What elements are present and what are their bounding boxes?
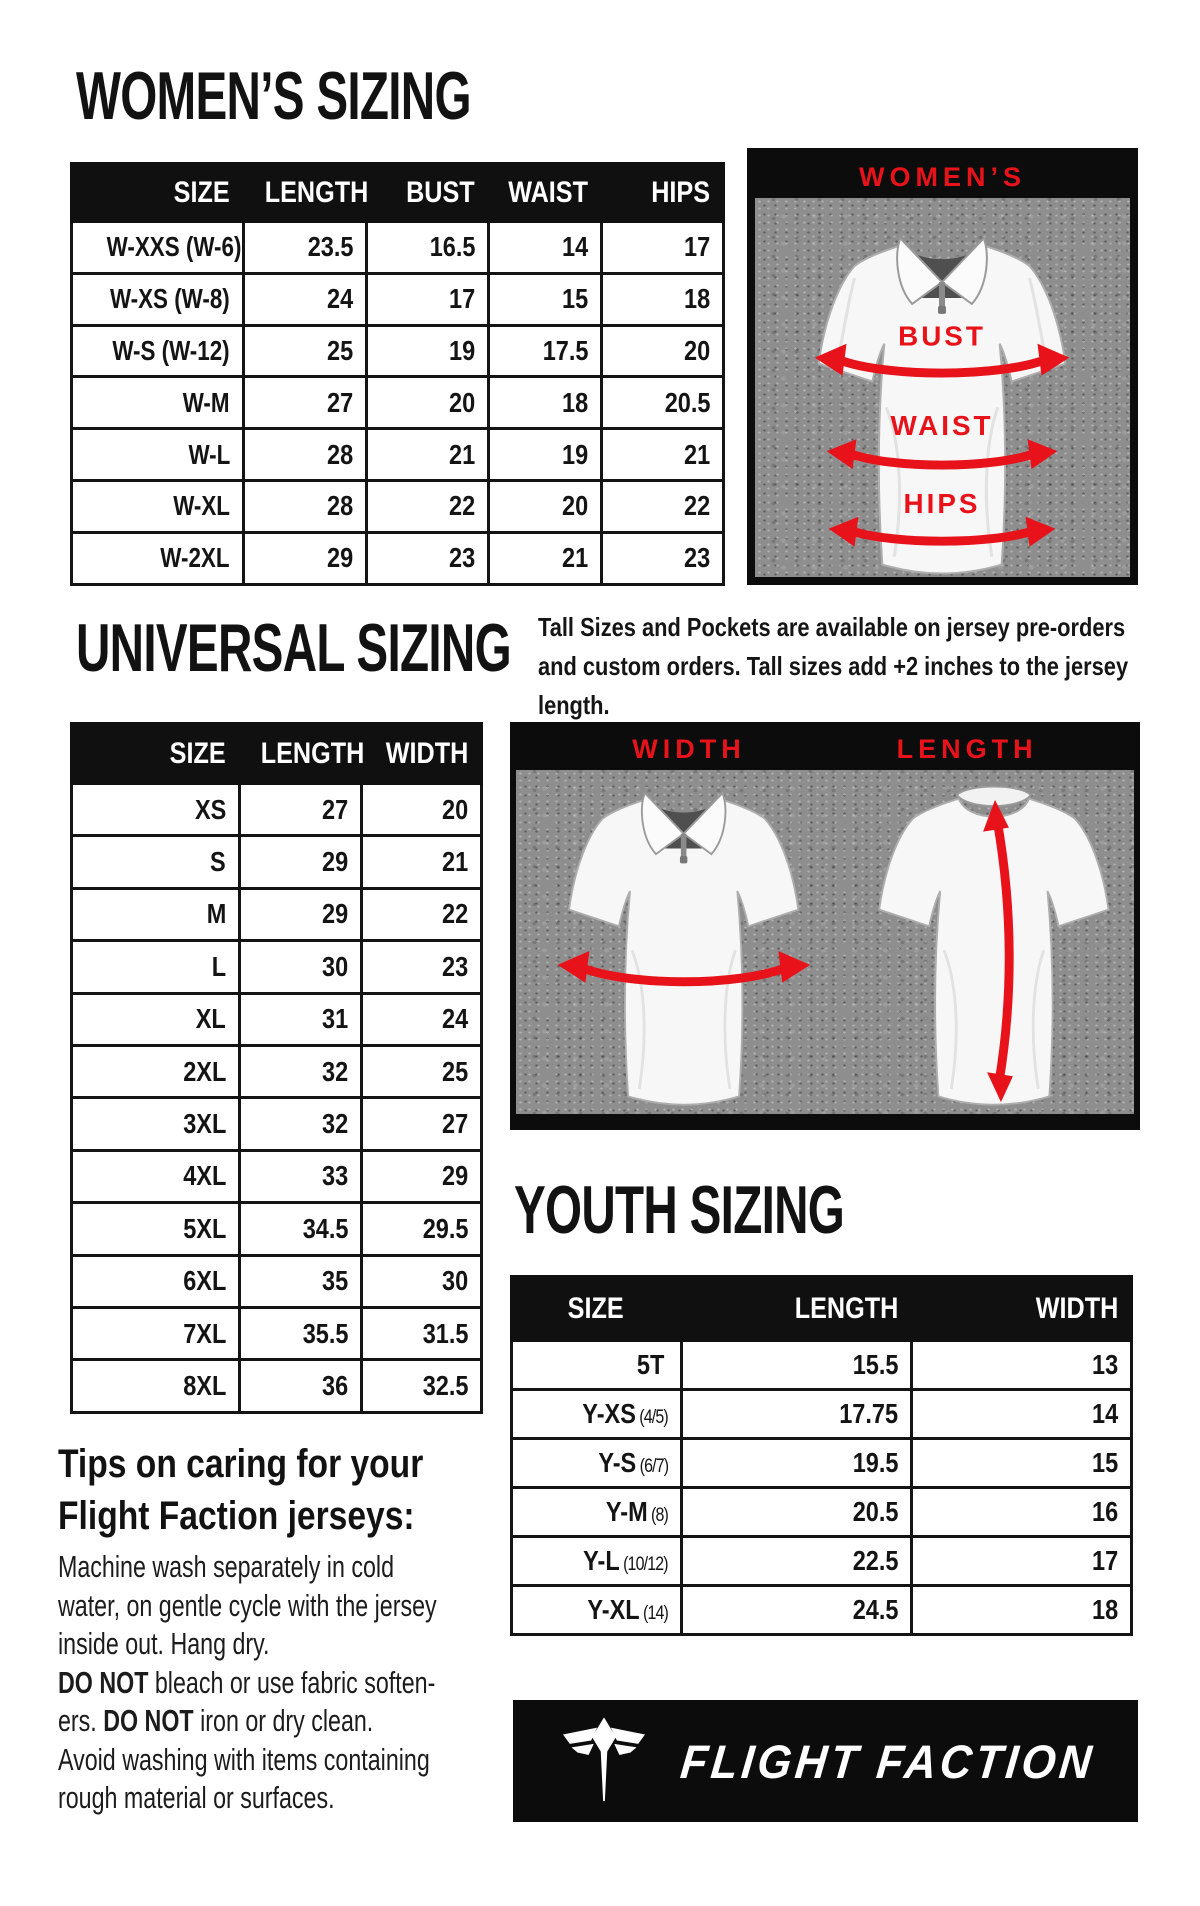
- care-text-line: ers. DO NOT iron or dry clean.: [58, 1703, 374, 1738]
- care-heading-line: Flight Faction jerseys:: [58, 1494, 415, 1538]
- bust-annotation-label: BUST: [898, 320, 986, 352]
- width-cell: 20: [362, 784, 482, 836]
- womens-jersey-photo: [755, 198, 1130, 577]
- care-text-line: DO NOT bleach or use fabric soften-: [58, 1664, 436, 1700]
- column-header-width: WIDTH: [912, 1277, 1132, 1341]
- size-cell: W-L: [72, 429, 244, 481]
- size-cell: W-2XL: [72, 532, 244, 584]
- waist-cell: 21: [489, 532, 602, 584]
- width-cell: 25: [362, 1045, 482, 1097]
- table-row: [72, 377, 724, 429]
- length-cell: 24.5: [682, 1586, 912, 1635]
- size-cell: 5XL: [72, 1203, 240, 1255]
- table-row: [72, 273, 724, 325]
- length-cell: 22.5: [682, 1537, 912, 1586]
- size-cell: XS: [72, 784, 240, 836]
- width-cell: 16: [912, 1488, 1132, 1537]
- waist-cell: 19: [489, 429, 602, 481]
- length-cell: 31: [240, 993, 362, 1045]
- size-cell: 4XL: [72, 1150, 240, 1202]
- hips-annotation-label: HIPS: [903, 487, 981, 519]
- table-row: [512, 1390, 1132, 1439]
- hips-cell: 21: [602, 429, 724, 481]
- table-row: [72, 1307, 482, 1359]
- hips-cell: 18: [602, 273, 724, 325]
- note-line: Tall Sizes and Pockets are available on jersey pre-orders: [538, 612, 1126, 642]
- youth-sizing-title: YOUTH SIZING: [514, 1172, 845, 1248]
- size-cell: Y-XL (14): [512, 1586, 682, 1635]
- waist-annotation-label: WAIST: [890, 410, 994, 442]
- hips-cell: 23: [602, 532, 724, 584]
- table-row: [72, 1255, 482, 1307]
- table-row: [512, 1537, 1132, 1586]
- column-header-size: SIZE: [512, 1277, 682, 1341]
- column-header-length: LENGTH: [682, 1277, 912, 1341]
- care-text-line: rough material or surfaces.: [58, 1780, 335, 1815]
- length-cell: 29: [240, 888, 362, 940]
- table-row: [72, 836, 482, 888]
- column-header-waist: WAIST: [489, 164, 602, 222]
- width-cell: 14: [912, 1390, 1132, 1439]
- table-row: [512, 1488, 1132, 1537]
- length-cell: 35: [240, 1255, 362, 1307]
- front-jersey: [569, 793, 798, 1105]
- width-cell: 13: [912, 1341, 1132, 1390]
- size-cell: W-S (W-12): [72, 325, 244, 377]
- size-cell: S: [72, 836, 240, 888]
- width-image-label: WIDTH: [632, 733, 746, 764]
- hips-cell: 20.5: [602, 377, 724, 429]
- table-row: [72, 1150, 482, 1202]
- length-cell: 24: [244, 273, 367, 325]
- universal-measurement-image: [510, 722, 1140, 1130]
- bust-cell: 20: [367, 377, 489, 429]
- width-cell: 15: [912, 1439, 1132, 1488]
- length-cell: 19.5: [682, 1439, 912, 1488]
- table-row: [72, 222, 724, 274]
- flight-faction-logo: [513, 1700, 1138, 1822]
- bust-cell: 21: [367, 429, 489, 481]
- width-cell: 22: [362, 888, 482, 940]
- table-row: [72, 325, 724, 377]
- womens-sizing-title: WOMEN’S SIZING: [76, 58, 471, 134]
- waist-cell: 14: [489, 222, 602, 274]
- flight-faction-logo-icon: [561, 1714, 647, 1808]
- bust-cell: 22: [367, 480, 489, 532]
- hips-cell: 17: [602, 222, 724, 274]
- column-header-length: LENGTH: [244, 164, 367, 222]
- womens-measurement-image: [747, 148, 1138, 585]
- column-header-bust: BUST: [367, 164, 489, 222]
- table-header-row: [72, 164, 724, 222]
- brand-wordmark: FLIGHT FACTION: [678, 1734, 1098, 1788]
- table-row: [72, 532, 724, 584]
- size-cell: M: [72, 888, 240, 940]
- length-cell: 29: [240, 836, 362, 888]
- table-row: [72, 1098, 482, 1150]
- table-row: [72, 1360, 482, 1412]
- table-row: [72, 784, 482, 836]
- width-cell: 23: [362, 941, 482, 993]
- table-row: [512, 1586, 1132, 1635]
- bust-cell: 23: [367, 532, 489, 584]
- size-cell: W-M: [72, 377, 244, 429]
- size-cell: XL: [72, 993, 240, 1045]
- length-cell: 25: [244, 325, 367, 377]
- length-cell: 20.5: [682, 1488, 912, 1537]
- size-cell: 5T: [512, 1341, 682, 1390]
- size-cell: W-XXS (W-6): [72, 222, 244, 274]
- table-header-row: [72, 724, 482, 784]
- universal-image-bottom-bar: [516, 1114, 1134, 1124]
- table-row: [512, 1439, 1132, 1488]
- length-cell: 15.5: [682, 1341, 912, 1390]
- column-header-hips: HIPS: [602, 164, 724, 222]
- note-line: length.: [538, 690, 610, 720]
- hips-cell: 20: [602, 325, 724, 377]
- width-cell: 17: [912, 1537, 1132, 1586]
- waist-cell: 15: [489, 273, 602, 325]
- table-header-row: [512, 1277, 1132, 1341]
- width-cell: 29.5: [362, 1203, 482, 1255]
- waist-cell: 18: [489, 377, 602, 429]
- womens-image-title-bar: [755, 156, 1130, 198]
- table-row: [72, 480, 724, 532]
- womens-jersey-illustration: [755, 198, 1130, 577]
- column-header-size: SIZE: [72, 164, 244, 222]
- width-cell: 24: [362, 993, 482, 1045]
- column-header-length: LENGTH: [240, 724, 362, 784]
- waist-cell: 20: [489, 480, 602, 532]
- length-cell: 28: [244, 480, 367, 532]
- size-cell: Y-S (6/7): [512, 1439, 682, 1488]
- care-text-line: inside out. Hang dry.: [58, 1626, 270, 1661]
- size-cell: L: [72, 941, 240, 993]
- back-jersey: [879, 787, 1108, 1105]
- care-text-line: water, on gentle cycle with the jersey: [58, 1587, 437, 1623]
- bust-cell: 19: [367, 325, 489, 377]
- length-cell: 36: [240, 1360, 362, 1412]
- length-cell: 17.75: [682, 1390, 912, 1439]
- length-cell: 32: [240, 1098, 362, 1150]
- size-cell: 3XL: [72, 1098, 240, 1150]
- size-cell: W-XS (W-8): [72, 273, 244, 325]
- length-cell: 34.5: [240, 1203, 362, 1255]
- length-cell: 28: [244, 429, 367, 481]
- size-cell: Y-M (8): [512, 1488, 682, 1537]
- bust-cell: 16.5: [367, 222, 489, 274]
- length-cell: 32: [240, 1045, 362, 1097]
- womens-image-label: WOMEN’S: [859, 161, 1026, 192]
- table-row: [512, 1341, 1132, 1390]
- width-cell: 29: [362, 1150, 482, 1202]
- care-text-line: Avoid washing with items containing: [58, 1741, 430, 1777]
- waist-cell: 17.5: [489, 325, 602, 377]
- width-cell: 32.5: [362, 1360, 482, 1412]
- size-cell: W-XL: [72, 480, 244, 532]
- care-heading-line: Tips on caring for your: [58, 1442, 424, 1486]
- size-cell: 2XL: [72, 1045, 240, 1097]
- length-cell: 23.5: [244, 222, 367, 274]
- universal-image-title-bar: [516, 728, 1134, 770]
- width-cell: 27: [362, 1098, 482, 1150]
- table-row: [72, 429, 724, 481]
- universal-sizing-table: [70, 722, 483, 1414]
- width-cell: 31.5: [362, 1307, 482, 1359]
- width-cell: 21: [362, 836, 482, 888]
- length-cell: 30: [240, 941, 362, 993]
- womens-sizing-table: [70, 162, 725, 586]
- width-cell: 18: [912, 1586, 1132, 1635]
- bust-cell: 17: [367, 273, 489, 325]
- tall-sizes-note: [538, 608, 1200, 725]
- length-cell: 27: [244, 377, 367, 429]
- table-row: [72, 1045, 482, 1097]
- table-row: [72, 1203, 482, 1255]
- column-header-size: SIZE: [72, 724, 240, 784]
- length-image-label: LENGTH: [896, 733, 1038, 764]
- care-tips: [58, 1438, 563, 1818]
- universal-jersey-photo: [516, 770, 1134, 1114]
- care-text-line: Machine wash separately in cold: [58, 1549, 395, 1584]
- length-cell: 33: [240, 1150, 362, 1202]
- hips-cell: 22: [602, 480, 724, 532]
- note-line: and custom orders. Tall sizes add +2 inches to the jersey: [538, 651, 1129, 681]
- youth-sizing-table: [510, 1275, 1133, 1636]
- universal-jersey-illustration: [516, 770, 1134, 1114]
- table-row: [72, 888, 482, 940]
- width-cell: 30: [362, 1255, 482, 1307]
- length-cell: 27: [240, 784, 362, 836]
- size-cell: Y-L (10/12): [512, 1537, 682, 1586]
- universal-sizing-title: UNIVERSAL SIZING: [76, 610, 511, 686]
- length-cell: 29: [244, 532, 367, 584]
- table-row: [72, 993, 482, 1045]
- table-row: [72, 941, 482, 993]
- length-cell: 35.5: [240, 1307, 362, 1359]
- size-cell: 7XL: [72, 1307, 240, 1359]
- size-cell: Y-XS (4/5): [512, 1390, 682, 1439]
- column-header-width: WIDTH: [362, 724, 482, 784]
- size-cell: 8XL: [72, 1360, 240, 1412]
- size-cell: 6XL: [72, 1255, 240, 1307]
